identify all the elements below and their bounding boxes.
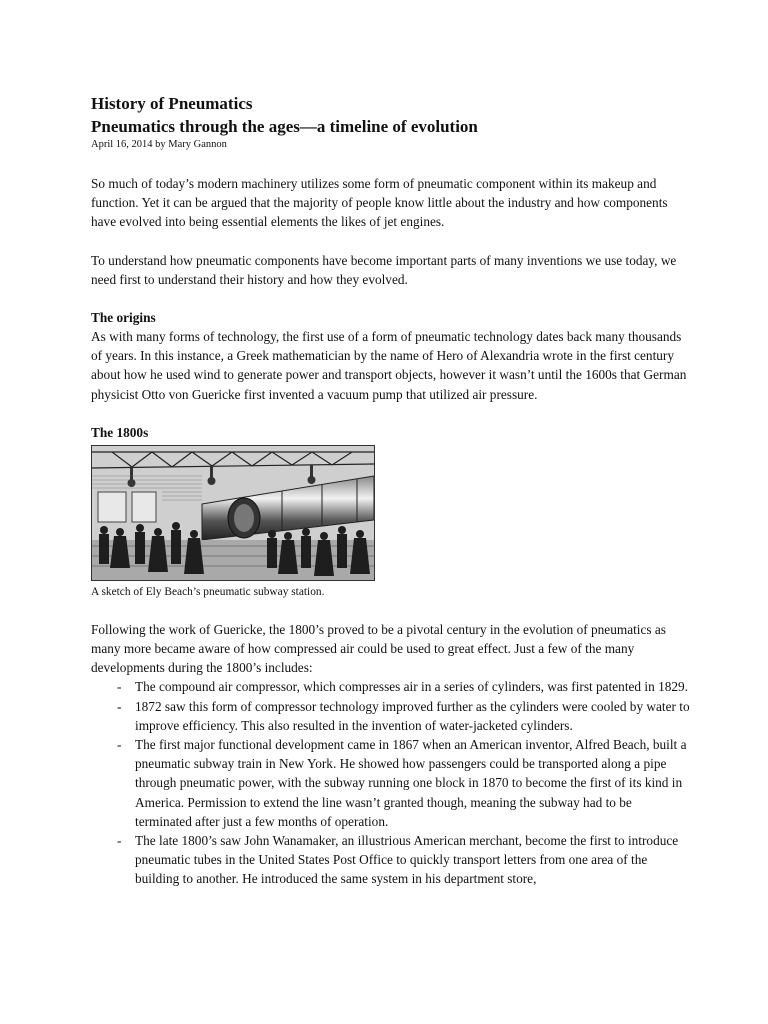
document-subtitle: Pneumatics through the ages—a timeline of evolution xyxy=(91,117,478,136)
list-item-text: The compound air compressor, which compresses air in a series of cylinders, was first patented in 1829. xyxy=(135,679,688,695)
developments-list xyxy=(91,677,691,888)
byline: April 16, 2014 by Mary Gannon xyxy=(91,139,227,150)
list-dash: - xyxy=(117,679,122,695)
section-heading-1800s: The 1800s xyxy=(91,424,149,440)
image-caption: A sketch of Ely Beach’s pneumatic subway station. xyxy=(91,585,325,598)
list-item-text: 1872 saw this form of compressor technology improved further as the cylinders were cooled by water to improve efficiency. This also resulted in the invention of water-jacketed cylinders. xyxy=(135,698,690,733)
pneumatic-subway-sketch-image xyxy=(91,445,375,581)
list-item xyxy=(91,697,691,735)
list-dash: - xyxy=(117,737,122,753)
intro-paragraph-2: To understand how pneumatic components have become important parts of many inventions we use today, we need first to understand their history and how they evolved. xyxy=(91,252,677,287)
document-title: History of Pneumatics xyxy=(91,94,253,113)
list-dash: - xyxy=(117,833,122,849)
list-item xyxy=(91,831,691,889)
section-heading-origins: The origins xyxy=(91,310,156,326)
1800s-lead-paragraph: Following the work of Guericke, the 1800’s proved to be a pivotal century in the evolution of pneumatics as many more became aware of how compressed air could be used to great effect. Just a few of the many developments during the 1800’s includes: xyxy=(91,621,666,676)
list-item-text: The late 1800’s saw John Wanamaker, an illustrious American merchant, become the first to introduce pneumatic tubes in the United States Post Office to quickly transport letters from one area of the building to another. He introduced the same system in his department store, xyxy=(135,833,679,887)
list-item xyxy=(91,735,691,831)
list-dash: - xyxy=(117,698,122,714)
list-item xyxy=(91,677,691,696)
document-page xyxy=(91,92,691,889)
list-item-text: The first major functional development came in 1867 when an American inventor, Alfred Beach, built a pneumatic subway train in New York. He showed how passengers could be transported along a pipe through pneumatic power, with the subway running one block in 1870 to become the first of its kind in America. Permission to extend the line wasn’t granted though, meaning the subway had to be terminated after just a few months of operation. xyxy=(135,737,687,829)
origins-paragraph: As with many forms of technology, the first use of a form of pneumatic technology dates back many thousands of years. In this instance, a Greek mathematician by the name of Hero of Alexandria wrote in the first century about how he used wind to generate power and transport objects, however it wasn’t until the 1600s that German physicist Otto von Guericke first invented a vacuum pump that utilized air pressure. xyxy=(91,329,687,402)
intro-paragraph-1: So much of today’s modern machinery utilizes some form of pneumatic component within its makeup and function. Yet it can be argued that the majority of people know little about the industry and how components have evolved into being essential elements the likes of jet engines. xyxy=(91,176,668,230)
